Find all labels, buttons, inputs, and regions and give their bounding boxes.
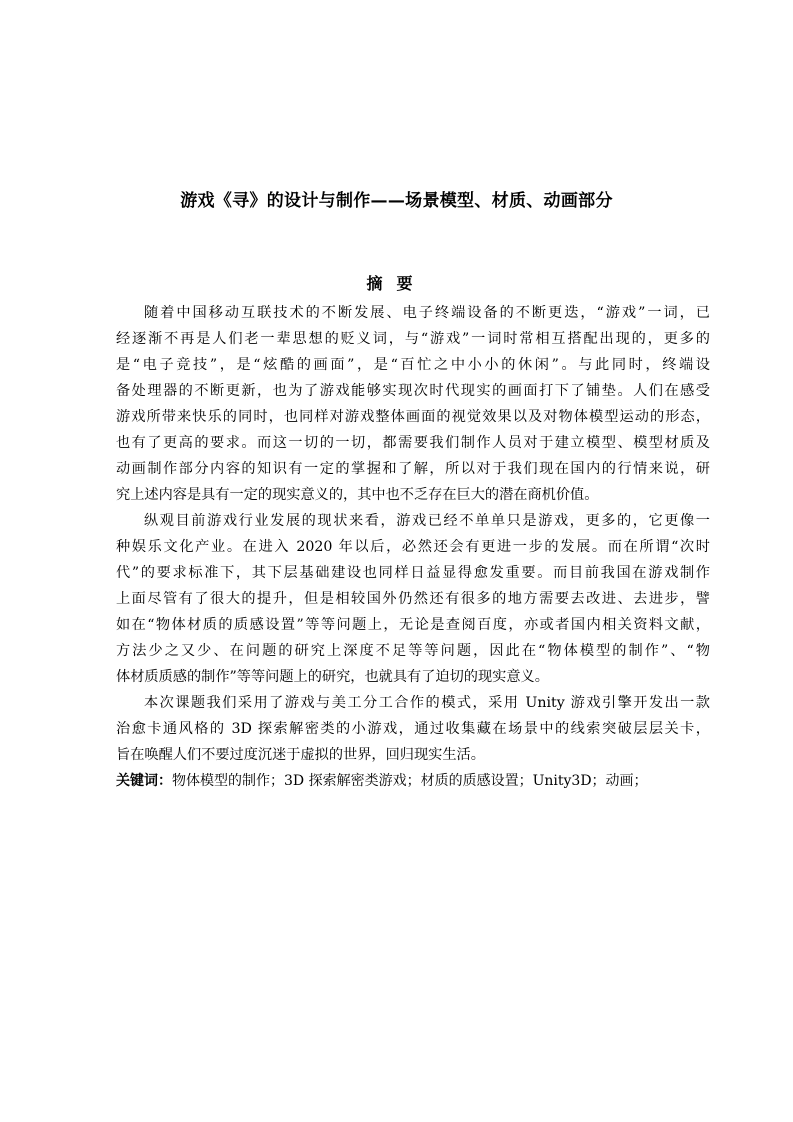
keywords-line — [116, 768, 710, 794]
paragraph-line: 是“电子竞技”，是“炫酷的画面”，是“百忙之中小小的休闲”。与此同时，终端设 — [116, 357, 710, 373]
paragraph-line: 代”的要求标准下，其下层基础建设也同样日益显得愈发重要。而目前我国在游戏制作 — [116, 565, 710, 581]
document-title: 游戏《寻》的设计与制作——场景模型、材质、动画部分 — [180, 191, 613, 211]
paragraph-line: 如在“物体材质的质感设置”等等问题上，无论是查阅百度，亦或者国内相关资料文献， — [116, 617, 710, 633]
paragraph-line: 上面尽管有了很大的提升，但是相较国外仍然还有很多的地方需要去改进、去进步，譬 — [116, 591, 710, 607]
paragraph-line: 动画制作部分内容的知识有一定的掌握和了解，所以对于我们现在国内的行情来说，研 — [116, 461, 710, 477]
paragraph-line: 治愈卡通风格的 3D 探索解密类的小游戏，通过收集藏在场景中的线索突破层层关卡， — [116, 721, 710, 737]
paragraph-line: 备处理器的不断更新，也为了游戏能够实现次时代现实的画面打下了铺垫。人们在感受 — [116, 383, 710, 399]
paragraph-line: 种娱乐文化产业。在进入 2020 年以后，必然还会有更进一步的发展。而在所谓“次时 — [116, 539, 710, 555]
paragraph-line: 方法少之又少、在问题的研究上深度不足等等问题，因此在“物体模型的制作”、“物 — [116, 643, 710, 659]
paragraph-line: 究上述内容是具有一定的现实意义的，其中也不乏存在巨大的潜在商机价值。 — [116, 487, 599, 503]
paragraph-line: 纵观目前游戏行业发展的现状来看，游戏已经不单单只是游戏，更多的，它更像一 — [144, 513, 710, 529]
keywords-text: 物体模型的制作；3D 探索解密类游戏；材质的质感设置；Unity3D；动画； — [172, 773, 648, 789]
paragraph-line: 旨在唤醒人们不要过度沉迷于虚拟的世界，回归现实生活。 — [116, 747, 485, 763]
paragraph-line: 随着中国移动互联技术的不断发展、电子终端设备的不断更迭，“游戏”一词，已 — [144, 305, 710, 321]
paragraph-line: 也有了更高的要求。而这一切的一切，都需要我们制作人员对于建立模型、模型材质及 — [116, 435, 710, 451]
abstract-paragraph — [116, 690, 710, 768]
abstract-paragraph — [116, 508, 710, 690]
abstract-heading: 摘要 — [366, 274, 427, 293]
keywords-label: 关键词： — [116, 773, 172, 789]
abstract-body — [116, 300, 710, 794]
paragraph-line: 经逐渐不再是人们老一辈思想的贬义词，与“游戏”一词时常相互搭配出现的，更多的 — [116, 331, 710, 347]
paragraph-line: 体材质质感的制作”等等问题上的研究，也就具有了迫切的现实意义。 — [116, 669, 549, 685]
paragraph-line: 本次课题我们采用了游戏与美工分工合作的模式，采用 Unity 游戏引擎开发出一款 — [144, 695, 710, 711]
abstract-paragraph — [116, 300, 710, 508]
paragraph-line: 游戏所带来快乐的同时，也同样对游戏整体画面的视觉效果以及对物体模型运动的形态， — [116, 409, 710, 425]
